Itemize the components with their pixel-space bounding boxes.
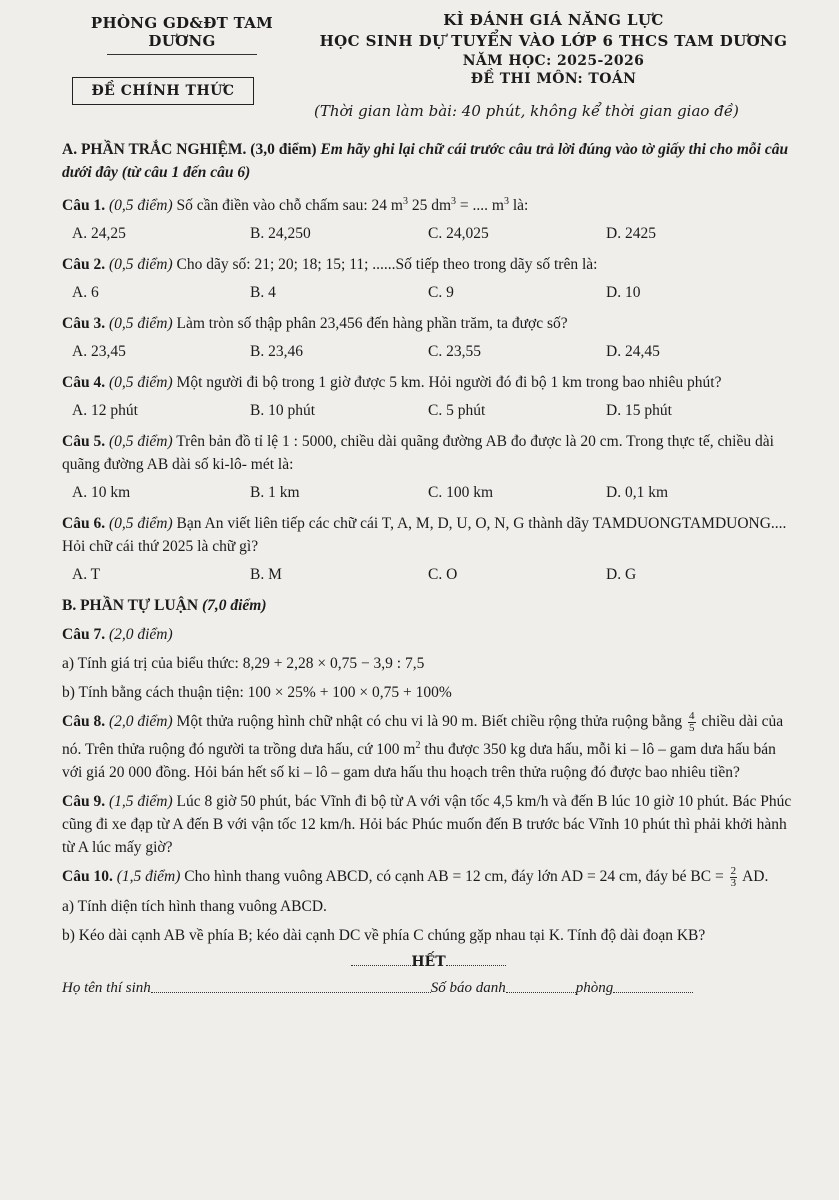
- option-b: B. M: [250, 566, 282, 584]
- option-b: B. 1 km: [250, 484, 300, 502]
- fraction: [688, 711, 696, 734]
- question-points: (0,5 điểm): [108, 433, 173, 451]
- question-9: [62, 790, 795, 859]
- option-d: D. 2425: [606, 225, 656, 243]
- superscript: 3: [402, 196, 408, 207]
- option-c: C. O: [428, 566, 458, 584]
- option-d: D. 24,45: [606, 343, 660, 361]
- dotted-line: [351, 953, 411, 966]
- question-points: (0,5 điểm): [108, 515, 173, 533]
- superscript: 3: [503, 196, 509, 207]
- answers-5: [72, 482, 795, 504]
- option-d: D. 15 phút: [606, 402, 672, 420]
- part-b-heading: [62, 594, 795, 617]
- part-a-instruction: Em hãy ghi lại chữ cái trước câu trả lời đúng vào tờ giấy thi cho mỗi câu dưới đây (từ câu 1 đến câu 6): [62, 141, 789, 181]
- answers-4: [72, 400, 795, 422]
- question-10: [62, 865, 795, 889]
- part-b-title: B. PHẦN TỰ LUẬN: [62, 597, 202, 615]
- question-3: [62, 312, 795, 335]
- option-b: B. 24,250: [250, 225, 311, 243]
- question-points: (2,0 điểm): [108, 626, 173, 644]
- option-a: A. 10 km: [72, 484, 131, 502]
- time-note: (Thời gian làm bài: 40 phút, không kể thời gian giao đề): [314, 102, 739, 120]
- question-text: Cho hình thang vuông ABCD, có cạnh AB = 12 cm, đáy lớn AD = 24 cm, đáy bé BC =: [180, 868, 728, 886]
- option-a: A. 24,25: [72, 225, 126, 243]
- exam-title-1: KÌ ĐÁNH GIÁ NĂNG LỰC: [443, 11, 664, 29]
- question-label: Câu 1.: [62, 197, 106, 215]
- option-d: D. 0,1 km: [606, 484, 668, 502]
- school-year: NĂM HỌC: 2025-2026: [462, 53, 645, 69]
- question-text: Bạn An viết liên tiếp các chữ cái T, A, M, D, U, O, N, G thành dãy TAMDUONGTAMDUONG.... Hỏi chữ cái thứ 2025 là chữ gì?: [62, 515, 787, 556]
- room-label: phòng: [575, 980, 614, 997]
- question-2: [62, 253, 795, 276]
- question-text: là:: [508, 197, 529, 215]
- question-text: thu được 350 kg dưa hấu, mỗi ki – lô – gam dưa hấu bán với giá 20 000 đồng. Hỏi bán hết số ki – lô – gam dưa hấu thu hoạch trên thửa ruộng đó được bao nhiêu tiền?: [62, 741, 776, 782]
- candidate-name-blank: [151, 980, 431, 993]
- option-c: C. 9: [428, 284, 454, 302]
- option-c: C. 24,025: [428, 225, 489, 243]
- end-text: HẾT: [411, 954, 446, 971]
- question-text: Một thửa ruộng hình chữ nhật có chu vi là 90 m. Biết chiều rộng thửa ruộng bằng: [172, 713, 687, 731]
- header-right: [312, 10, 795, 88]
- question-points: (2,0 điểm): [108, 713, 173, 731]
- option-c: C. 5 phút: [428, 402, 486, 420]
- fraction-denominator: 3: [730, 877, 737, 890]
- question-label: Câu 9.: [62, 793, 106, 811]
- option-a: A. T: [72, 566, 101, 584]
- option-c: C. 100 km: [428, 484, 494, 502]
- dotted-line: [446, 953, 506, 966]
- question-text: Một người đi bộ trong 1 giờ được 5 km. Hỏi người đó đi bộ 1 km trong bao nhiêu phút?: [172, 374, 722, 392]
- candidate-number-blank: [506, 980, 576, 993]
- question-text: Số cần điền vào chỗ chấm sau: 24 m: [172, 197, 403, 215]
- answers-3: [72, 341, 795, 363]
- question-text: Cho dãy số: 21; 20; 18; 15; 11; ......Số tiếp theo trong dãy số trên là:: [172, 256, 598, 274]
- exam-title-2: HỌC SINH DỰ TUYỂN VÀO LỚP 6 THCS TAM DƯƠNG: [319, 32, 788, 50]
- question-6: [62, 512, 795, 558]
- department-underline: [107, 54, 257, 55]
- question-label: Câu 4.: [62, 374, 106, 392]
- candidate-footer: [62, 980, 795, 997]
- question-text: Làm tròn số thập phân 23,456 đến hàng phần trăm, ta được số?: [172, 315, 568, 333]
- question-label: Câu 7.: [62, 626, 106, 644]
- option-a: A. 23,45: [72, 343, 126, 361]
- department-name: PHÒNG GD&ĐT TAM DƯƠNG: [90, 14, 274, 50]
- question-label: Câu 3.: [62, 315, 106, 333]
- room-blank: [613, 980, 693, 993]
- fraction-numerator: 4: [689, 710, 695, 723]
- superscript: 3: [451, 196, 457, 207]
- question-label: Câu 6.: [62, 515, 106, 533]
- question-text: Lúc 8 giờ 50 phút, bác Vĩnh đi bộ từ A với vận tốc 4,5 km/h và đến B lúc 10 giờ 10 phút. Bác Phúc cũng đi xe đạp từ A đến B với vận tốc 12 km/h. Hỏi bác Phúc muốn đến B trước bác Vĩnh 10 phút thì phải khởi hành từ A lúc mấy giờ?: [62, 793, 792, 857]
- candidate-name-label: Họ tên thí sinh: [62, 980, 151, 997]
- header-left: [62, 14, 302, 105]
- part-a-title: A. PHẦN TRẮC NGHIỆM. (3,0 điểm): [62, 141, 317, 158]
- option-c: C. 23,55: [428, 343, 481, 361]
- fraction: [730, 866, 738, 889]
- question-points: (1,5 điểm): [116, 868, 181, 886]
- end-marker: [62, 953, 795, 970]
- question-4: [62, 371, 795, 394]
- question-7b: b) Tính bằng cách thuận tiện: 100 × 25% + 100 × 0,75 + 100%: [62, 684, 452, 702]
- question-text: AD.: [739, 868, 769, 886]
- question-text: Trên bản đồ tỉ lệ 1 : 5000, chiều dài quãng đường AB đo được là 20 cm. Trong thực tế, chiều dài quãng đường AB dài số ki-lô- mét là:: [62, 433, 774, 474]
- part-b-points: (7,0 điểm): [201, 597, 267, 615]
- option-b: B. 10 phút: [250, 402, 316, 420]
- subject: ĐỀ THI MÔN: TOÁN: [470, 71, 637, 87]
- question-10a: a) Tính diện tích hình thang vuông ABCD.: [62, 898, 327, 916]
- option-d: D. G: [606, 566, 637, 584]
- question-1: [62, 190, 795, 217]
- question-label: Câu 5.: [62, 433, 106, 451]
- question-points: (0,5 điểm): [108, 315, 173, 333]
- question-text: = .... m: [456, 197, 504, 215]
- option-b: B. 4: [250, 284, 276, 302]
- question-label: Câu 2.: [62, 256, 106, 274]
- option-d: D. 10: [606, 284, 641, 302]
- question-points: (0,5 điểm): [108, 256, 173, 274]
- answers-1: [72, 223, 795, 245]
- question-points: (0,5 điểm): [108, 197, 173, 215]
- exam-header: [62, 10, 795, 138]
- question-label: Câu 8.: [62, 713, 106, 731]
- question-5: [62, 430, 795, 476]
- fraction-denominator: 5: [689, 722, 695, 735]
- option-a: A. 12 phút: [72, 402, 138, 420]
- fraction-numerator: 2: [730, 865, 737, 878]
- question-text: chiều dài của nó. Trên thửa ruộng đó người ta trồng dưa hấu, cứ 100 m: [62, 713, 784, 759]
- part-a-heading: [62, 138, 795, 184]
- candidate-number-label: Số báo danh: [430, 980, 506, 997]
- question-7a: a) Tính giá trị của biểu thức: 8,29 + 2,28 × 0,75 − 3,9 : 7,5: [62, 655, 425, 673]
- question-text: 25 dm: [407, 197, 452, 215]
- question-points: (1,5 điểm): [108, 793, 173, 811]
- question-points: (0,5 điểm): [108, 374, 173, 392]
- answers-2: [72, 282, 795, 304]
- question-7: [62, 623, 795, 646]
- question-label: Câu 10.: [62, 868, 113, 886]
- official-label: ĐỀ CHÍNH THỨC: [72, 77, 254, 105]
- option-b: B. 23,46: [250, 343, 303, 361]
- answers-6: [72, 564, 795, 586]
- option-a: A. 6: [72, 284, 99, 302]
- question-8: [62, 710, 795, 784]
- question-10b: b) Kéo dài cạnh AB về phía B; kéo dài cạnh DC về phía C chúng gặp nhau tại K. Tính độ dài đoạn KB?: [62, 927, 706, 945]
- superscript: 2: [415, 740, 421, 752]
